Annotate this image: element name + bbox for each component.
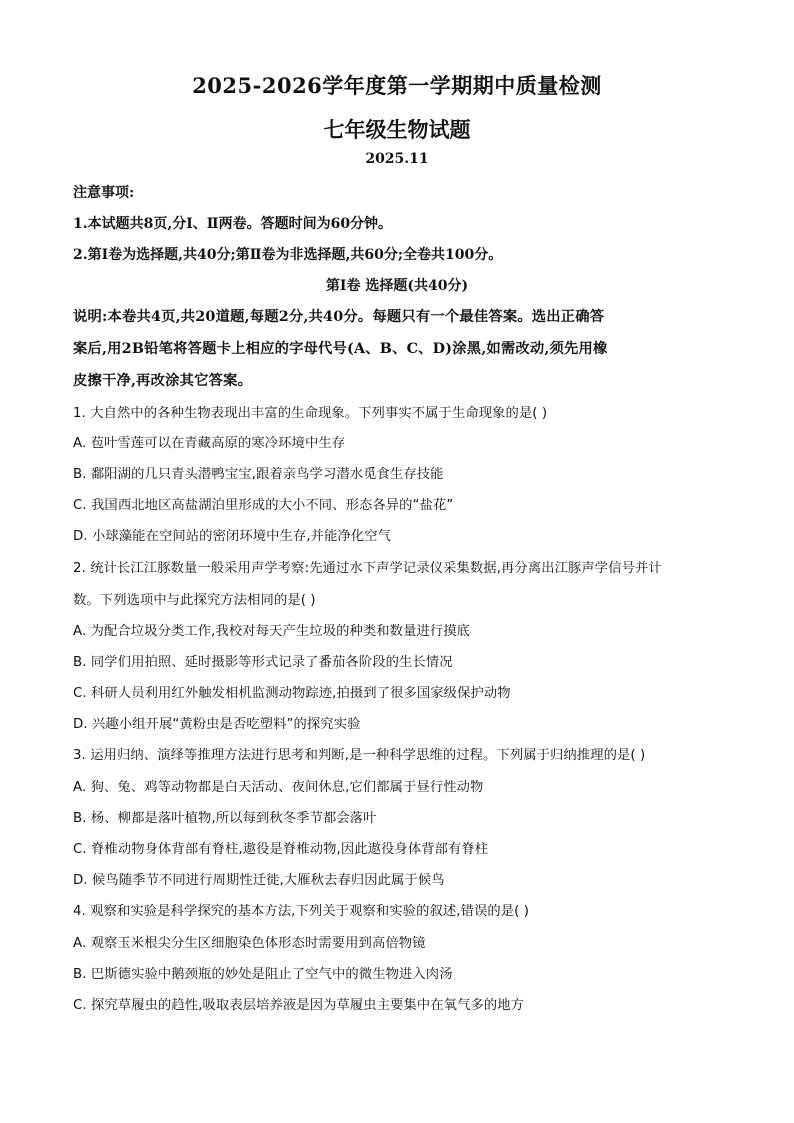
question-1-option-d: D. 小球藻能在空间站的密闭环境中生存,并能净化空气 <box>73 529 392 544</box>
section-title: 第Ⅰ卷 选择题(共40分) <box>325 278 469 294</box>
question-2-stem-line: 2. 统计长江江豚数量一般采用声学考察:先通过水下声学记录仪采集数据,再分离出江豚声学信号并计 <box>73 561 662 576</box>
question-1-option-a: A. 苞叶雪莲可以在青藏高原的寒冷环境中生存 <box>73 436 346 451</box>
question-3-stem: 3. 运用归纳、演绎等推理方法进行思考和判断,是一种科学思维的过程。下列属于归纳推理的是( ) <box>73 748 646 763</box>
question-3-option-c: C. 脊椎动物身体背部有脊柱,遨役是脊椎动物,因此遨役身体背部有脊柱 <box>73 842 489 857</box>
question-3-option-b: B. 杨、柳都是落叶植物,所以每到秋冬季节都会落叶 <box>73 811 377 826</box>
notice-heading: 注意事项: <box>73 185 135 201</box>
notice-item-2: 2.第Ⅰ卷为选择题,共40分;第Ⅱ卷为非选择题,共60分;全卷共100分。 <box>73 247 503 263</box>
question-4-stem: 4. 观察和实验是科学探究的基本方法,下列关于观察和实验的叙述,错误的是( ) <box>73 904 530 919</box>
question-4-option-b: B. 巴斯德实验中鹅颈瓶的妙处是阻止了空气中的微生物进入肉汤 <box>73 967 453 982</box>
question-2-stem-line: 数。下列选项中与此探究方法相同的是( ) <box>73 593 316 608</box>
section-description-line: 案后,用2B铅笔将答题卡上相应的字母代号(A、B、C、D)涂黑,如需改动,须先用橡 <box>73 341 608 357</box>
exam-date: 2025.11 <box>365 151 429 167</box>
question-1-option-c: C. 我国西北地区高盐湖泊里形成的大小不同、形态各异的“盐花” <box>73 498 454 513</box>
section-description-line: 皮擦干净,再改涂其它答案。 <box>73 373 253 389</box>
question-2-option-b: B. 同学们用拍照、延时摄影等形式记录了番茄各阶段的生长情况 <box>73 655 453 670</box>
exam-title: 2025-2026学年度第一学期期中质量检测 <box>192 73 602 98</box>
question-4-option-a: A. 观察玉米根尖分生区细胞染色体形态时需要用到高倍物镜 <box>73 936 426 951</box>
question-2-option-a: A. 为配合垃圾分类工作,我校对每天产生垃圾的种类和数量进行摸底 <box>73 624 471 639</box>
question-2-option-d: D. 兴趣小组开展“黄粉虫是否吃塑料”的探究实验 <box>73 717 361 732</box>
exam-subtitle: 七年级生物试题 <box>323 117 471 142</box>
question-3-option-a: A. 狗、兔、鸡等动物都是白天活动、夜间休息,它们都属于昼行性动物 <box>73 780 484 795</box>
question-2-option-c: C. 科研人员利用红外触发相机监测动物踪迹,拍摄到了很多国家级保护动物 <box>73 686 511 701</box>
question-3-option-d: D. 候鸟随季节不同进行周期性迁徙,大雁秋去春归因此属于候鸟 <box>73 873 445 888</box>
notice-item-1: 1.本试题共8页,分Ⅰ、Ⅱ两卷。答题时间为60分钟。 <box>73 216 393 232</box>
question-4-option-c: C. 探究草履虫的趋性,吸取表层培养液是因为草履虫主要集中在氧气多的地方 <box>73 998 525 1013</box>
question-1-stem: 1. 大自然中的各种生物表现出丰富的生命现象。下列事实不属于生命现象的是( ) <box>73 406 548 421</box>
question-1-option-b: B. 鄱阳湖的几只青头潜鸭宝宝,跟着亲鸟学习潜水觅食生存技能 <box>73 467 444 482</box>
section-description-line: 说明:本卷共4页,共20道题,每题2分,共40分。每题只有一个最佳答案。选出正确答 <box>73 309 605 325</box>
